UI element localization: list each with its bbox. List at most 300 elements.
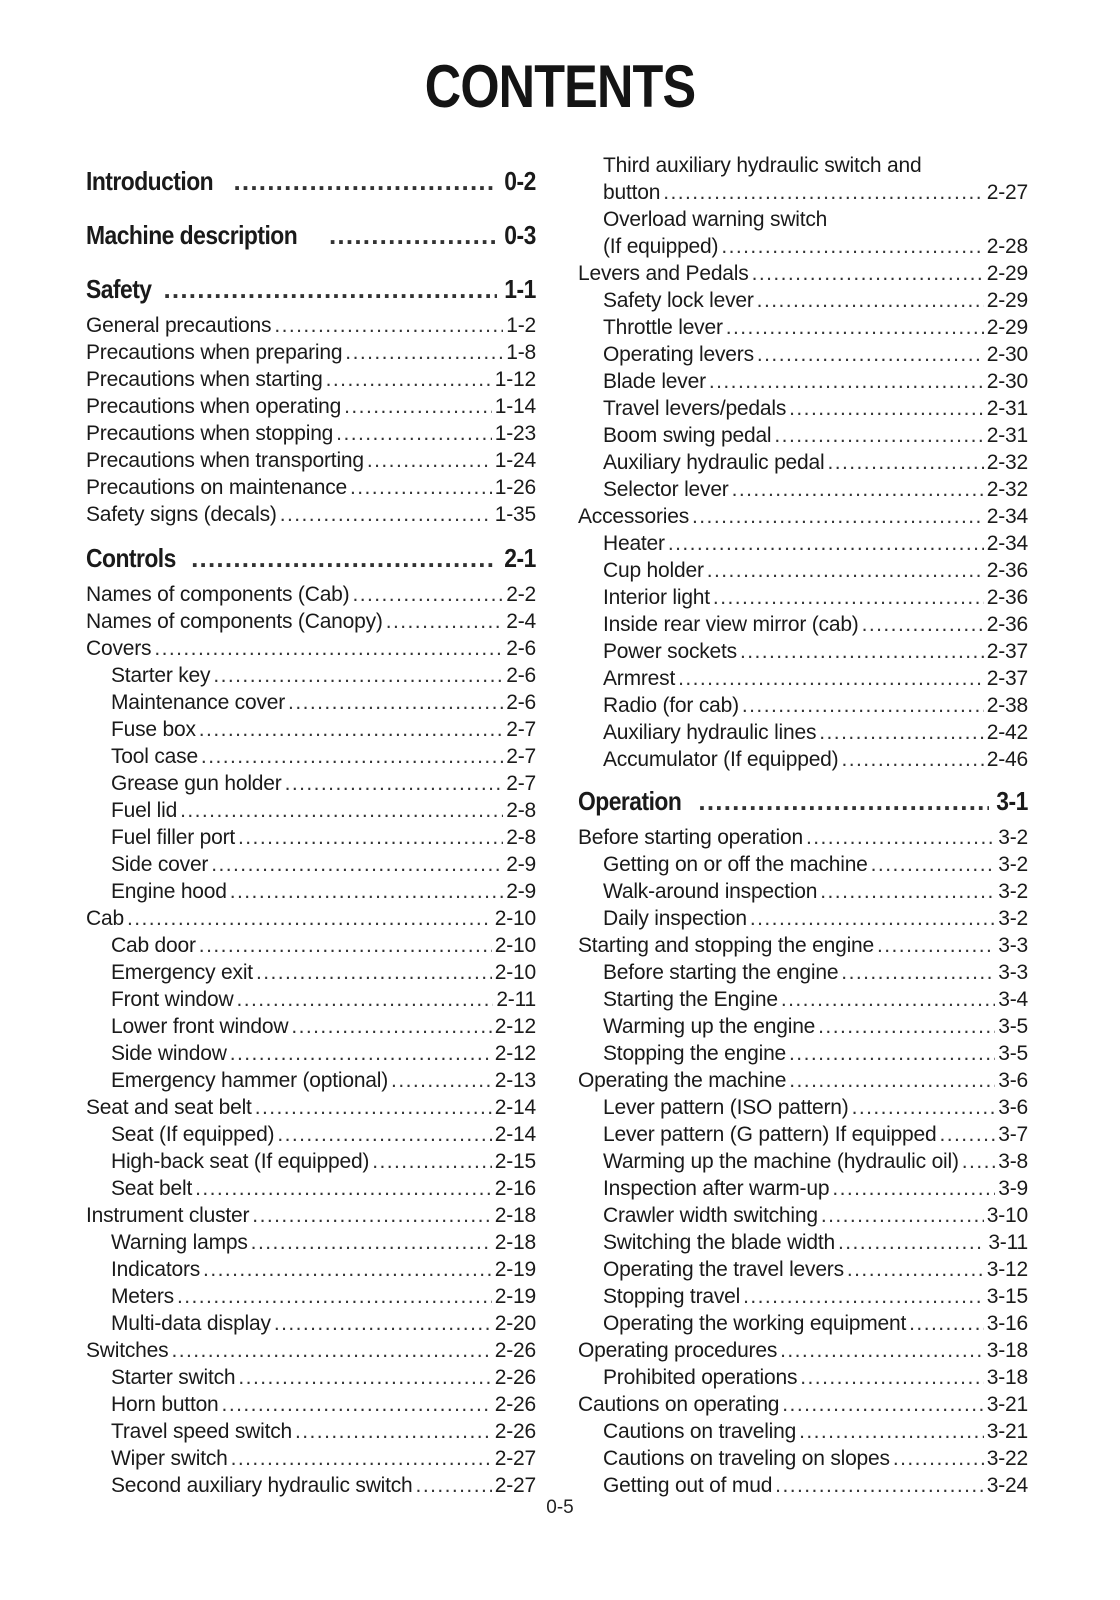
toc-label: Grease gun holder <box>111 772 282 795</box>
dot-leader <box>780 1337 984 1364</box>
toc-entry[interactable] <box>86 366 536 393</box>
toc-page-ref: 3-2 <box>998 907 1028 930</box>
toc-subentry[interactable] <box>111 689 536 716</box>
toc-label: Switches <box>86 1339 169 1362</box>
dot-leader <box>230 878 503 905</box>
toc-page-ref: 2-16 <box>494 1177 536 1200</box>
dot-leader <box>238 1364 491 1391</box>
toc-label: Starting and stopping the engine <box>578 934 874 957</box>
toc-page-ref: 1-24 <box>494 449 536 472</box>
dot-leader <box>154 635 503 662</box>
toc-subentry[interactable] <box>603 233 1028 260</box>
toc-entry[interactable] <box>86 474 536 501</box>
toc-entry[interactable] <box>578 503 1028 530</box>
toc-label: Boom swing pedal <box>603 424 772 447</box>
toc-subentry[interactable] <box>111 1391 536 1418</box>
dot-leader <box>893 1445 984 1472</box>
toc-page-ref: 3-6 <box>998 1069 1028 1092</box>
toc-label: Armrest <box>603 667 676 690</box>
dot-leader <box>274 312 503 339</box>
toc-page-ref: 2-27 <box>494 1474 536 1497</box>
toc-subentry[interactable] <box>603 1148 1028 1175</box>
dot-leader <box>821 1202 984 1229</box>
dot-leader <box>350 474 492 501</box>
toc-entry[interactable] <box>86 447 536 474</box>
toc-subentry[interactable] <box>111 959 536 986</box>
toc-page-ref: 0-3 <box>504 220 536 250</box>
toc-label: Throttle lever <box>603 316 723 339</box>
dot-leader <box>295 1418 492 1445</box>
toc-label: Operating levers <box>603 343 754 366</box>
toc-label: Seat (If equipped) <box>111 1123 275 1146</box>
dot-leader <box>740 638 984 665</box>
toc-label: Starter switch <box>111 1366 236 1389</box>
toc-subentry[interactable] <box>603 1364 1028 1391</box>
toc-entry[interactable] <box>86 420 536 447</box>
dot-leader <box>191 542 497 574</box>
toc-page-ref: 2-7 <box>506 718 536 741</box>
dot-leader <box>352 581 503 608</box>
toc-entry[interactable] <box>86 1094 536 1121</box>
toc-label: Precautions when stopping <box>86 422 334 445</box>
dot-leader <box>806 824 995 851</box>
toc-label: Warming up the engine <box>603 1015 816 1038</box>
dot-leader <box>847 1256 984 1283</box>
dot-leader <box>251 1229 492 1256</box>
toc-page-ref: 2-26 <box>494 1420 536 1443</box>
toc-subentry[interactable] <box>603 1445 1028 1472</box>
toc-subentry[interactable] <box>603 557 1028 584</box>
dot-leader <box>199 932 492 959</box>
toc-label: Emergency exit <box>111 961 253 984</box>
toc-subentry[interactable] <box>603 1202 1028 1229</box>
toc-label: Horn button <box>111 1393 219 1416</box>
dot-leader <box>721 233 983 260</box>
dot-leader <box>367 447 492 474</box>
toc-section[interactable] <box>86 219 536 251</box>
toc-subentry[interactable] <box>111 1040 536 1067</box>
toc-subentry[interactable] <box>111 1175 536 1202</box>
toc-subentry[interactable] <box>603 422 1028 449</box>
toc-page-ref: 2-36 <box>986 613 1028 636</box>
dot-leader <box>256 959 492 986</box>
toc-page-ref: 2-31 <box>986 424 1028 447</box>
toc-entry[interactable] <box>86 312 536 339</box>
toc-subentry[interactable] <box>603 878 1028 905</box>
toc-label: Cautions on operating <box>578 1393 780 1416</box>
toc-subentry[interactable] <box>111 1256 536 1283</box>
toc-subentry[interactable] <box>111 878 536 905</box>
toc-label: Travel levers/pedals <box>603 397 787 420</box>
toc-page-ref: 3-5 <box>998 1042 1028 1065</box>
toc-subentry[interactable] <box>603 1094 1028 1121</box>
toc-subentry[interactable] <box>603 476 1028 503</box>
toc-label: Cab <box>86 907 124 930</box>
toc-entry[interactable] <box>578 824 1028 851</box>
toc-page-ref: 2-19 <box>494 1285 536 1308</box>
toc-subentry[interactable] <box>603 1175 1028 1202</box>
toc-entry[interactable] <box>86 905 536 932</box>
toc-entry[interactable] <box>86 581 536 608</box>
toc-label: Instrument cluster <box>86 1204 250 1227</box>
toc-label: Precautions when preparing <box>86 341 343 364</box>
toc-page-ref: 2-9 <box>506 853 536 876</box>
toc-label: Crawler width switching <box>603 1204 818 1227</box>
toc-entry[interactable] <box>86 393 536 420</box>
toc-subentry[interactable] <box>111 662 536 689</box>
toc-label: Starter key <box>111 664 211 687</box>
toc-page-ref: 2-42 <box>986 721 1028 744</box>
toc-label: Side window <box>111 1042 227 1065</box>
dot-leader <box>775 1472 984 1499</box>
toc-subentry[interactable] <box>111 743 536 770</box>
dot-leader <box>841 959 995 986</box>
toc-label: Lever pattern (ISO pattern) <box>603 1096 849 1119</box>
toc-page-ref: 2-32 <box>986 478 1028 501</box>
dot-leader <box>386 608 504 635</box>
dot-leader <box>177 1283 492 1310</box>
toc-entry[interactable] <box>86 339 536 366</box>
toc-entry[interactable] <box>86 1337 536 1364</box>
toc-page-ref: 3-11 <box>988 1231 1028 1254</box>
toc-page-ref: 2-7 <box>506 772 536 795</box>
toc-page-ref: 2-30 <box>986 343 1028 366</box>
toc-subentry[interactable] <box>111 1472 536 1499</box>
toc-subentry[interactable] <box>111 1418 536 1445</box>
toc-section[interactable] <box>86 542 536 574</box>
dot-leader <box>291 1013 491 1040</box>
toc-page-ref: 3-21 <box>986 1420 1028 1443</box>
dot-leader <box>743 1283 984 1310</box>
toc-section[interactable] <box>86 273 536 305</box>
toc-subentry[interactable] <box>111 1013 536 1040</box>
toc-page-ref: 3-24 <box>986 1474 1028 1497</box>
toc-page-ref: 2-36 <box>986 559 1028 582</box>
dot-leader <box>345 339 503 366</box>
toc-subentry[interactable] <box>603 638 1028 665</box>
toc-subentry[interactable] <box>111 1283 536 1310</box>
toc-subentry[interactable] <box>603 719 1028 746</box>
toc-page-ref: 1-8 <box>506 341 536 364</box>
dot-leader <box>774 422 983 449</box>
dot-leader <box>231 1445 492 1472</box>
toc-label: Names of components (Canopy) <box>86 610 383 633</box>
toc-page-ref: 2-4 <box>506 610 536 633</box>
toc-page-ref: 2-1 <box>504 543 536 573</box>
dot-leader <box>233 165 497 197</box>
toc-subentry[interactable] <box>603 1283 1028 1310</box>
toc-subentry[interactable] <box>603 1229 1028 1256</box>
toc-label: Stopping the engine <box>603 1042 787 1065</box>
dot-leader <box>877 932 995 959</box>
dot-leader <box>838 1229 985 1256</box>
toc-label: Operating the travel levers <box>603 1258 844 1281</box>
toc-page-ref: 3-16 <box>986 1312 1028 1335</box>
toc-label: Operating procedures <box>578 1339 778 1362</box>
dot-leader <box>280 501 492 528</box>
toc-subentry[interactable] <box>603 287 1028 314</box>
toc-label: Lower front window <box>111 1015 289 1038</box>
dot-leader <box>757 287 984 314</box>
toc-page-ref: 3-3 <box>998 961 1028 984</box>
toc-label: Prohibited operations <box>603 1366 798 1389</box>
dot-leader <box>713 584 984 611</box>
toc-label: Cab door <box>111 934 196 957</box>
dot-leader <box>820 878 995 905</box>
toc-entry[interactable] <box>86 608 536 635</box>
toc-page-ref: 2-37 <box>986 640 1028 663</box>
toc-label: Seat belt <box>111 1177 193 1200</box>
toc-label: Cautions on traveling <box>603 1420 797 1443</box>
dot-leader <box>852 1094 996 1121</box>
toc-entry[interactable] <box>578 932 1028 959</box>
dot-leader <box>841 746 983 773</box>
toc-page-ref: 2-6 <box>506 637 536 660</box>
dot-leader <box>255 1094 492 1121</box>
dot-leader <box>698 785 989 817</box>
toc-page-ref: 3-7 <box>998 1123 1028 1146</box>
dot-leader <box>222 1391 492 1418</box>
toc-subentry[interactable] <box>111 986 536 1013</box>
dot-leader <box>195 1175 492 1202</box>
toc-label: Accumulator (If equipped) <box>603 748 839 771</box>
toc-page-ref: 2-26 <box>494 1393 536 1416</box>
toc-entry[interactable] <box>86 635 536 662</box>
toc-subentry[interactable] <box>111 1445 536 1472</box>
toc-subentry[interactable] <box>603 1256 1028 1283</box>
toc-label: Engine hood <box>111 880 227 903</box>
toc-entry[interactable] <box>578 1067 1028 1094</box>
toc-subentry[interactable] <box>603 611 1028 638</box>
toc-page-ref: 3-2 <box>998 826 1028 849</box>
toc-label: Heater <box>603 532 665 555</box>
toc-label: Auxiliary hydraulic lines <box>603 721 817 744</box>
dot-leader <box>726 314 984 341</box>
toc-page-ref: 2-34 <box>986 505 1028 528</box>
toc-page-ref: 2-12 <box>494 1042 536 1065</box>
toc-page-ref: 3-12 <box>986 1258 1028 1281</box>
toc-entry-line: Overload warning switch <box>603 208 828 231</box>
toc-page-ref: 2-37 <box>986 667 1028 690</box>
toc-label: Stopping travel <box>603 1285 741 1308</box>
dot-leader <box>781 986 995 1013</box>
toc-subentry[interactable] <box>603 746 1028 773</box>
toc-subentry[interactable] <box>603 905 1028 932</box>
dot-leader <box>663 179 984 206</box>
toc-page-ref: 2-26 <box>494 1366 536 1389</box>
dot-leader <box>678 665 984 692</box>
toc-page-ref: 2-8 <box>506 799 536 822</box>
toc-subentry[interactable] <box>111 851 536 878</box>
toc-subentry[interactable] <box>111 824 536 851</box>
toc-section[interactable] <box>578 785 1028 817</box>
toc-page-ref: 1-35 <box>494 503 536 526</box>
toc-label: Getting out of mud <box>603 1474 773 1497</box>
dot-leader <box>288 689 503 716</box>
toc-label: Front window <box>111 988 234 1011</box>
toc-subentry[interactable] <box>603 341 1028 368</box>
toc-subentry[interactable] <box>603 530 1028 557</box>
toc-subentry[interactable] <box>603 179 1028 206</box>
toc-label: Levers and Pedals <box>578 262 749 285</box>
dot-leader <box>832 1175 995 1202</box>
toc-page-ref: 2-18 <box>494 1204 536 1227</box>
toc-subentry[interactable] <box>111 1121 536 1148</box>
toc-page-ref: 3-22 <box>986 1447 1028 1470</box>
toc-subentry[interactable] <box>111 932 536 959</box>
toc-subentry[interactable] <box>603 368 1028 395</box>
toc-label: Cautions on traveling on slopes <box>603 1447 890 1470</box>
toc-page-ref: 2-14 <box>494 1096 536 1119</box>
toc-label: Inside rear view mirror (cab) <box>603 613 859 636</box>
toc-label: Second auxiliary hydraulic switch <box>111 1474 413 1497</box>
toc-page-ref: 3-9 <box>998 1177 1028 1200</box>
toc-subentry[interactable] <box>603 959 1028 986</box>
dot-leader <box>127 905 492 932</box>
toc-page-ref: 2-30 <box>986 370 1028 393</box>
dot-leader <box>709 368 984 395</box>
toc-page-ref: 2-31 <box>986 397 1028 420</box>
toc-label: Interior light <box>603 586 710 609</box>
dot-leader <box>871 851 996 878</box>
dot-leader <box>285 770 504 797</box>
toc-subentry[interactable] <box>111 1310 536 1337</box>
toc-page-ref: 2-32 <box>986 451 1028 474</box>
dot-leader <box>819 719 984 746</box>
toc-subentry[interactable] <box>111 1067 536 1094</box>
toc-page-ref: 2-9 <box>506 880 536 903</box>
toc-label: Operation <box>578 786 682 816</box>
dot-leader <box>789 1040 995 1067</box>
toc-subentry[interactable] <box>603 449 1028 476</box>
dot-leader <box>707 557 984 584</box>
toc-label: Inspection after warm-up <box>603 1177 830 1200</box>
toc-label: Fuel lid <box>111 799 178 822</box>
toc-label: Warming up the machine (hydraulic oil) <box>603 1150 959 1173</box>
toc-page-ref: 1-2 <box>506 314 536 337</box>
toc-subentry[interactable] <box>603 314 1028 341</box>
dot-leader <box>789 1067 995 1094</box>
toc-label: Selector lever <box>603 478 729 501</box>
toc-page-ref: 2-10 <box>494 907 536 930</box>
toc-page-ref: 1-1 <box>504 274 536 304</box>
dot-leader <box>329 219 497 251</box>
dot-leader <box>372 1148 492 1175</box>
dot-leader <box>171 1337 491 1364</box>
toc-subentry[interactable] <box>603 584 1028 611</box>
toc-page-ref: 3-21 <box>986 1393 1028 1416</box>
toc-label: Daily inspection <box>603 907 747 930</box>
toc-subentry[interactable] <box>603 1040 1028 1067</box>
toc-label: Precautions when starting <box>86 368 323 391</box>
dot-leader <box>199 716 503 743</box>
toc-subentry[interactable] <box>603 1418 1028 1445</box>
toc-subentry[interactable] <box>603 692 1028 719</box>
toc-label: Safety lock lever <box>603 289 754 312</box>
toc-page-ref: 2-2 <box>506 583 536 606</box>
toc-subentry[interactable] <box>111 770 536 797</box>
toc-subentry[interactable] <box>111 797 536 824</box>
dot-leader <box>732 476 984 503</box>
toc-label: Lever pattern (G pattern) If equipped <box>603 1123 937 1146</box>
dot-leader <box>274 1310 492 1337</box>
toc-label: Wiper switch <box>111 1447 228 1470</box>
toc-page-ref: 3-15 <box>986 1285 1028 1308</box>
toc-page-ref: 2-13 <box>494 1069 536 1092</box>
toc-subentry[interactable] <box>111 1148 536 1175</box>
toc-subentry[interactable] <box>603 851 1028 878</box>
dot-leader <box>203 1256 492 1283</box>
toc-page-ref: 3-5 <box>998 1015 1028 1038</box>
toc-page-ref: 2-19 <box>494 1258 536 1281</box>
toc-page-ref: 3-18 <box>986 1339 1028 1362</box>
dot-leader <box>782 1391 983 1418</box>
toc-label: Walk-around inspection <box>603 880 818 903</box>
toc-page-ref: 2-18 <box>494 1231 536 1254</box>
toc-entry[interactable] <box>86 501 536 528</box>
toc-label: Emergency hammer (optional) <box>111 1069 389 1092</box>
dot-leader <box>336 420 492 447</box>
toc-label: Before starting the engine <box>603 961 839 984</box>
toc-entry[interactable] <box>578 260 1028 287</box>
toc-subentry[interactable] <box>603 665 1028 692</box>
dot-leader <box>163 273 497 305</box>
toc-label: Accessories <box>578 505 690 528</box>
dot-leader <box>789 395 984 422</box>
toc-page-ref: 2-6 <box>506 691 536 714</box>
page-title: CONTENTS <box>424 53 696 120</box>
dot-leader <box>230 1040 492 1067</box>
toc-subentry[interactable] <box>603 986 1028 1013</box>
toc-subentry[interactable] <box>603 1013 1028 1040</box>
toc-section[interactable] <box>86 165 536 197</box>
toc-page-ref: 3-2 <box>998 853 1028 876</box>
toc-subentry[interactable] <box>111 1229 536 1256</box>
dot-leader <box>391 1067 492 1094</box>
toc-entry[interactable] <box>86 1202 536 1229</box>
toc-label: Machine description <box>86 220 298 250</box>
toc-subentry[interactable] <box>603 395 1028 422</box>
toc-subentry[interactable] <box>603 1310 1028 1337</box>
dot-leader <box>939 1121 995 1148</box>
toc-subentry[interactable] <box>603 1472 1028 1499</box>
toc-page-ref: 3-8 <box>998 1150 1028 1173</box>
toc-subentry[interactable] <box>111 716 536 743</box>
dot-leader <box>213 662 503 689</box>
toc-subentry[interactable] <box>603 1121 1028 1148</box>
toc-page-ref: 2-27 <box>494 1447 536 1470</box>
toc-page-ref: 2-26 <box>494 1339 536 1362</box>
toc-page-ref: 2-12 <box>494 1015 536 1038</box>
toc-entry[interactable] <box>578 1337 1028 1364</box>
dot-leader <box>211 851 503 878</box>
toc-entry[interactable] <box>578 1391 1028 1418</box>
toc-subentry[interactable] <box>111 1364 536 1391</box>
dot-leader <box>752 260 984 287</box>
toc-page-ref: 2-46 <box>986 748 1028 771</box>
toc-label: Switching the blade width <box>603 1231 835 1254</box>
toc-label: Fuse box <box>111 718 196 741</box>
toc-label: Starting the Engine <box>603 988 778 1011</box>
dot-leader <box>416 1472 492 1499</box>
toc-label: High-back seat (If equipped) <box>111 1150 370 1173</box>
toc-page-ref: 2-29 <box>986 316 1028 339</box>
toc-label: Travel speed switch <box>111 1420 292 1443</box>
toc-label: Cup holder <box>603 559 704 582</box>
toc-page-ref: 2-11 <box>496 988 536 1011</box>
toc-page-ref: 1-14 <box>494 395 536 418</box>
toc-page-ref: 2-36 <box>986 586 1028 609</box>
